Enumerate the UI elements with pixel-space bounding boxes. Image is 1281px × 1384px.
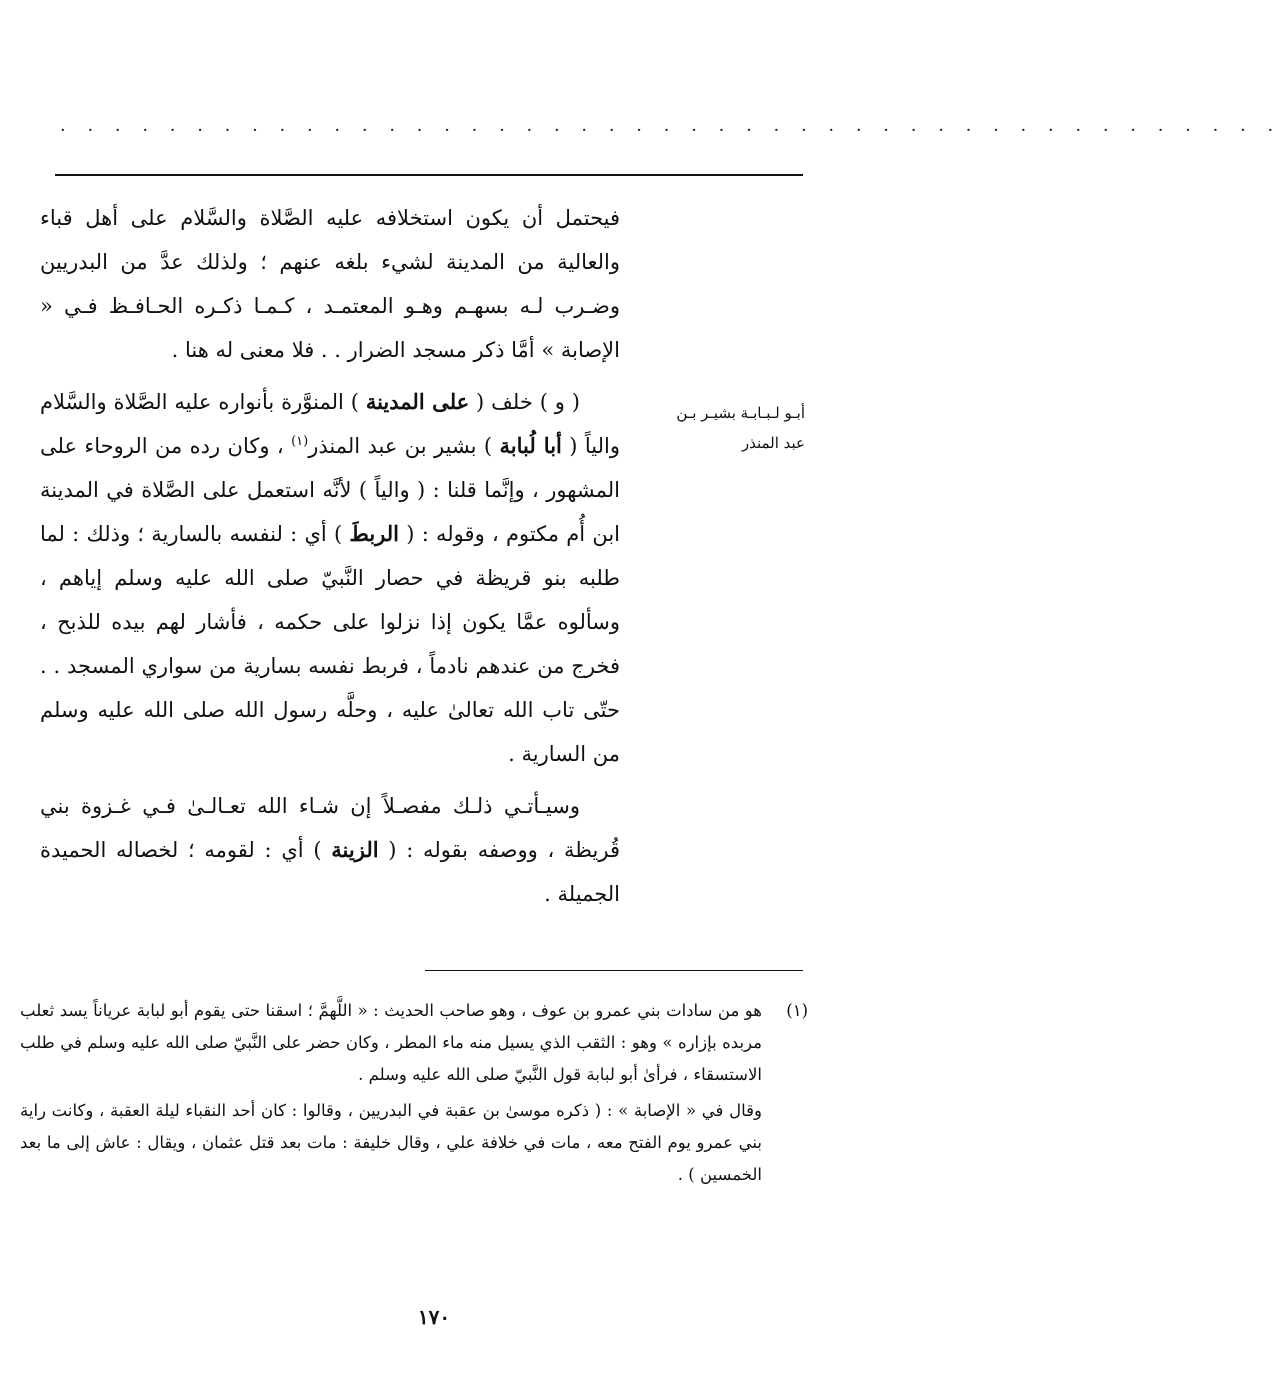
footnotes: [20, 995, 808, 1195]
footnote: [20, 995, 808, 1195]
footnote-rule: [425, 970, 803, 971]
main-text: [40, 196, 620, 924]
footnote-paragraph: وقال في « الإصابة » : ( ذكره موسىٰ بن عقبة في البدريين ، وقالوا : كان أحد النقباء ليلة العقبة ، وكانت راية بني عمرو يوم الفتح معه ، مات في خلافة علي ، وقال خليفة : مات بعد قتل عثمان ، ويقال : عاش إلى ما بعد الخمسين ) .: [20, 1101, 762, 1184]
bold-term: الربطَ: [349, 521, 400, 546]
footnote-ref[interactable]: (١): [291, 434, 309, 449]
margin-note-line: عبد المنذر: [741, 434, 805, 452]
margin-note: [640, 398, 805, 458]
bold-term: على المدينة: [365, 389, 470, 414]
header-dots: · · · · · · · · · · · · · · · · · · · · · · · · · · · · · · · · · · · · · · · · · · · · ·: [60, 120, 1281, 141]
margin-note-line: أبـو لـبـابـة بشيـر بـن: [676, 404, 805, 422]
header-rule: [55, 174, 803, 176]
footnote-number: (١): [786, 1001, 808, 1020]
footnote-body: [20, 995, 762, 1195]
page-number: ١٧٠: [417, 1305, 451, 1329]
bold-term: أبا لُبابة: [499, 433, 562, 458]
paragraph: فيحتمل أن يكون استخلافه عليه الصَّلاة والسَّلام على أهل قباء والعالية من المدينة لشيء بلغه عنهم ؛ ولذلك عدَّ من البدريين وضـرب لـه بسهـم وهـو المعتمـد ، كـمـا ذكـره الحـافـظ فـي « الإصابة » أمَّا ذكر مسجد الضرار . . فلا معنى له هنا .: [40, 206, 620, 362]
footnote-paragraph: هو من سادات بني عمرو بن عوف ، وهو صاحب الحديث : « اللَّهمَّ ؛ اسقنا حتى يقوم أبو لبابة عرياناً يسد ثعلب مربده بإزاره » وهو : الثقب الذي يسيل منه ماء المطر ، وكان حضر على النَّبيّ صلى الله عليه وسلم في طلب الاستسقاء ، فرأىٰ أبو لبابة قول النَّبيّ صلى الله عليه وسلم .: [20, 1001, 762, 1084]
paragraph: ( و ) خلف ( على المدينة ) المنوَّرة بأنواره عليه الصَّلاة والسَّلام والياً ( أبا لُبابة ) بشير بن عبد المنذر$^{(١)}$ ، وكان رده من الروحاء على المشهور ، وإنَّما قلنا : ( والياً ) لأنَّه استعمل على الصَّلاة في المدينة ابن أُم مكتوم ، وقوله : ( الربطَ ) أي : لنفسه بالسارية ؛ وذلك : لما طلبه بنو قريظة في حصار النَّبيّ صلى الله عليه وسلم إياهم ، وسألوه عمَّا يكون إذا نزلوا على حكمه ، فأشار لهم بيده للذبح ، فخرج من عندهم نادماً ، فربط نفسه بسارية من سواري المسجد . . حتّى تاب الله تعالىٰ عليه ، وحلَّه رسول الله صلى الله عليه وسلم من السارية .: [40, 389, 621, 766]
bold-term: الزينة: [331, 837, 379, 862]
paragraph: وسيـأتـي ذلـك مفصـلاً إن شـاء الله تعـالـىٰ فـي غـزوة بني قُريظة ، ووصفه بقوله : ( الزينة ) أي : لقومه ؛ لخصاله الحميدة الجميلة .: [40, 794, 620, 906]
